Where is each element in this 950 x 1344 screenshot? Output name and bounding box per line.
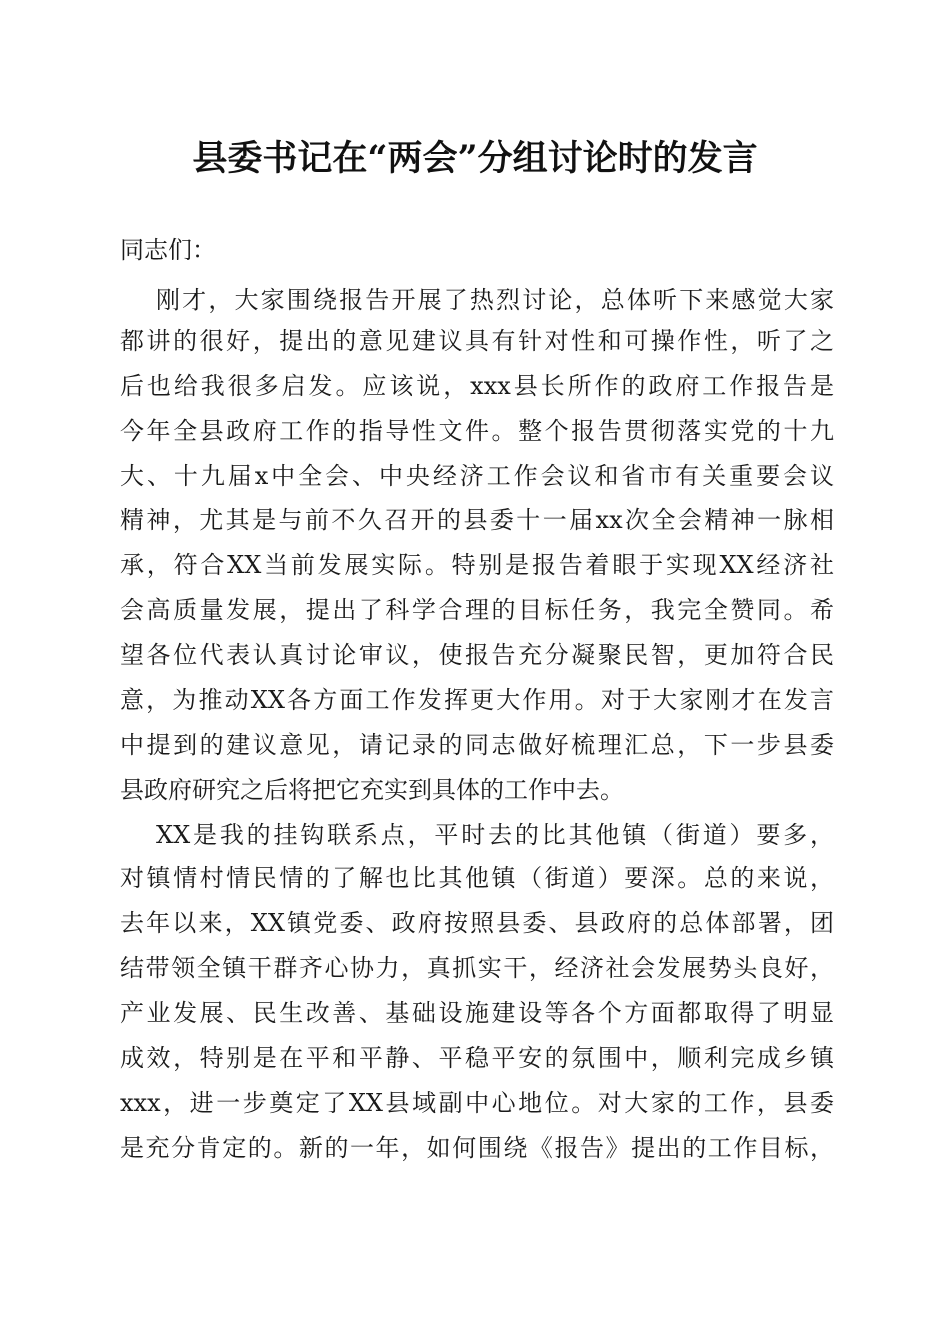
paragraph-line: 会高质量发展，提出了科学合理的目标任务，我完全赞同。希 — [120, 596, 834, 624]
paragraph-line: 对镇情村情民情的了解也比其他镇（街道）要深。总的来说， — [120, 864, 834, 892]
paragraph-line: 是充分肯定的。新的一年，如何围绕《报告》提出的工作目标， — [120, 1134, 834, 1162]
paragraph-line: xxx，进一步奠定了XX县域副中心地位。对大家的工作，县委 — [120, 1089, 834, 1117]
paragraph-line: 结带领全镇干群齐心协力，真抓实干，经济社会发展势头良好， — [120, 954, 834, 982]
salutation: 同志们： — [120, 236, 216, 264]
document-title: 县委书记在“两会”分组讨论时的发言 — [192, 138, 758, 179]
paragraph-line: 后也给我很多启发。应该说，xxx县长所作的政府工作报告是 — [120, 372, 834, 400]
paragraph-line: 产业发展、民生改善、基础设施建设等各个方面都取得了明显 — [120, 999, 834, 1027]
paragraph-line: 都讲的很好，提出的意见建议具有针对性和可操作性，听了之 — [120, 327, 834, 355]
paragraph-line: 中提到的建议意见，请记录的同志做好梳理汇总，下一步县委 — [120, 731, 834, 759]
paragraph-line: 今年全县政府工作的指导性文件。整个报告贯彻落实党的十九 — [120, 417, 834, 445]
paragraph-line: 意，为推动XX各方面工作发挥更大作用。对于大家刚才在发言 — [120, 686, 834, 714]
paragraph-line: 成效，特别是在平和平静、平稳平安的氛围中，顺利完成乡镇 — [120, 1044, 834, 1072]
paragraph-line: 刚才，大家围绕报告开展了热烈讨论，总体听下来感觉大家 — [156, 286, 834, 314]
paragraph-line: 承，符合XX当前发展实际。特别是报告着眼于实现XX经济社 — [120, 551, 834, 579]
paragraph-line: XX是我的挂钩联系点，平时去的比其他镇（街道）要多， — [156, 821, 834, 849]
paragraph-line: 精神，尤其是与前不久召开的县委十一届xx次全会精神一脉相 — [120, 506, 834, 534]
paragraph-line: 望各位代表认真讨论审议，使报告充分凝聚民智，更加符合民 — [120, 641, 834, 669]
paragraph-line: 县政府研究之后将把它充实到具体的工作中去。 — [120, 776, 624, 804]
paragraph-line: 大、十九届x中全会、中央经济工作会议和省市有关重要会议 — [120, 462, 834, 490]
paragraph-line: 去年以来，XX镇党委、政府按照县委、县政府的总体部署，团 — [120, 909, 834, 937]
